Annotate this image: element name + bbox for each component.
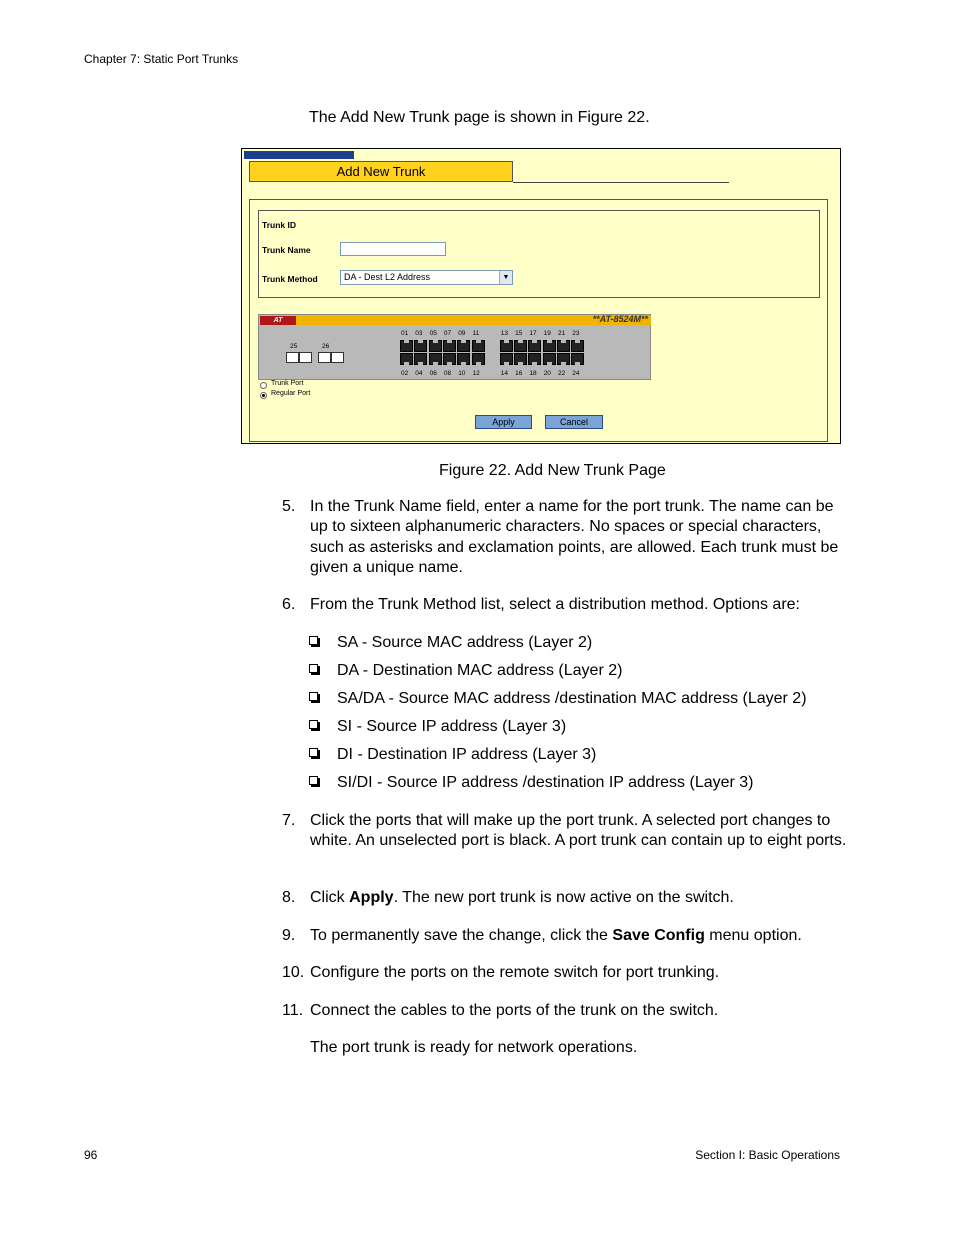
bullet-text: SA/DA - Source MAC address /destination MAC address (Layer 2) (337, 690, 807, 707)
vendor-logo: AT (260, 316, 296, 325)
port-24[interactable] (571, 353, 584, 365)
apply-keyword: Apply (349, 889, 394, 906)
trunk-form (258, 210, 820, 298)
step-number: 7. (282, 812, 296, 829)
port-label-top: 09 (458, 330, 466, 337)
port-15[interactable] (514, 340, 527, 352)
step-number: 6. (282, 596, 296, 613)
checkbox-bullet-icon (309, 776, 318, 785)
port-14[interactable] (500, 353, 513, 365)
uplink-port-label: 25 (290, 343, 298, 350)
bullet-text: DI - Destination IP address (Layer 3) (337, 746, 597, 763)
step-text: From the Trunk Method list, select a distribution method. Options are: (310, 596, 800, 613)
closing-text: The port trunk is ready for network operations. (310, 1039, 638, 1056)
switch-faceplate (258, 314, 651, 380)
trunk-port-radio[interactable] (260, 382, 267, 389)
port-label-bottom: 18 (529, 370, 537, 377)
port-label-bottom: 16 (515, 370, 523, 377)
trunk-id-label: Trunk ID (262, 220, 297, 230)
port-17[interactable] (528, 340, 541, 352)
regular-port-radio[interactable] (260, 392, 267, 399)
port-21[interactable] (557, 340, 570, 352)
step-text (310, 926, 850, 946)
checkbox-bullet-icon (309, 636, 318, 645)
step-text (310, 888, 850, 908)
port-07[interactable] (443, 340, 456, 352)
bullet-text: DA - Destination MAC address (Layer 2) (337, 662, 623, 679)
port-10[interactable] (457, 353, 470, 365)
port-label-top: 15 (515, 330, 523, 337)
step-text: Connect the cables to the ports of the trunk on the switch. (310, 1002, 719, 1019)
step-number: 9. (282, 927, 296, 944)
port-09[interactable] (457, 340, 470, 352)
bullet-text: SI - Source IP address (Layer 3) (337, 718, 567, 735)
trunk-port-label: Trunk Port (271, 380, 304, 387)
trunk-method-label: Trunk Method (262, 274, 318, 284)
port-20[interactable] (543, 353, 556, 365)
port-label-top: 23 (572, 330, 580, 337)
bullet-text: SI/DI - Source IP address /destination IP address (Layer 3) (337, 774, 754, 791)
port-label-top: 21 (558, 330, 566, 337)
trunk-method-value: DA - Dest L2 Address (344, 272, 431, 282)
step-number: 10. (282, 964, 305, 981)
port-02[interactable] (400, 353, 413, 365)
save-config-keyword: Save Config (612, 927, 705, 944)
uplink-port-25[interactable] (286, 352, 299, 363)
form-panel (249, 199, 828, 442)
switch-model: **AT-8524M** (592, 314, 648, 324)
port-label-bottom: 06 (429, 370, 437, 377)
uplink-port-26[interactable] (318, 352, 331, 363)
step-text-pre: Click (310, 889, 350, 906)
port-label-bottom: 12 (472, 370, 480, 377)
port-08[interactable] (443, 353, 456, 365)
cancel-button[interactable]: Cancel (545, 415, 603, 429)
step-text: Click the ports that will make up the port trunk. A selected port changes to white. An unselected port is black. A port trunk can contain up to eight ports. (310, 812, 847, 850)
port-label-bottom: 20 (543, 370, 551, 377)
port-05[interactable] (429, 340, 442, 352)
uplink-port-26-b[interactable] (331, 352, 344, 363)
port-03[interactable] (414, 340, 427, 352)
port-16[interactable] (514, 353, 527, 365)
port-04[interactable] (414, 353, 427, 365)
port-label-top: 07 (443, 330, 452, 337)
step-number: 8. (282, 889, 296, 906)
step-text-post: menu option. (704, 927, 802, 944)
trunk-name-label: Trunk Name (262, 245, 311, 255)
step-text: Configure the ports on the remote switch for port trunking. (310, 964, 720, 981)
uplink-port-25-b[interactable] (299, 352, 312, 363)
port-label-bottom: 02 (401, 370, 409, 377)
trunk-name-input[interactable] (340, 242, 446, 256)
port-06[interactable] (429, 353, 442, 365)
port-label-bottom: 24 (572, 370, 580, 377)
port-18[interactable] (528, 353, 541, 365)
port-19[interactable] (543, 340, 556, 352)
page-tab-title: Add New Trunk (249, 161, 513, 182)
port-13[interactable] (500, 340, 513, 352)
port-label-top: 17 (529, 330, 537, 337)
port-label-top: 03 (415, 330, 423, 337)
trunk-method-select[interactable] (340, 270, 513, 285)
port-label-top: 05 (429, 330, 437, 337)
step-text-pre: To permanently save the change, click the (310, 927, 613, 944)
uplink-port-label: 26 (322, 343, 330, 350)
checkbox-bullet-icon (309, 748, 318, 757)
tab-divider (513, 182, 729, 183)
add-new-trunk-figure (241, 148, 841, 444)
port-01[interactable] (400, 340, 413, 352)
step-number: 11. (282, 1002, 304, 1019)
checkbox-bullet-icon (309, 664, 318, 673)
intro-text: The Add New Trunk page is shown in Figure 22. (309, 109, 650, 126)
port-label-bottom: 10 (458, 370, 466, 377)
port-23[interactable] (571, 340, 584, 352)
checkbox-bullet-icon (309, 692, 318, 701)
step-text-post: . The new port trunk is now active on the switch. (393, 889, 734, 906)
port-11[interactable] (472, 340, 485, 352)
bullet-text: SA - Source MAC address (Layer 2) (337, 634, 593, 651)
step-number: 5. (282, 498, 296, 515)
port-label-bottom: 22 (558, 370, 566, 377)
port-label-top: 01 (401, 330, 409, 337)
chapter-header: Chapter 7: Static Port Trunks (84, 52, 239, 66)
port-label-top: 11 (472, 330, 480, 337)
port-label-bottom: 08 (443, 370, 452, 377)
section-footer: Section I: Basic Operations (695, 1148, 840, 1162)
step-text: In the Trunk Name field, enter a name for the port trunk. The name can be up to sixteen alphanumeric characters. No spaces or special characters, such as asterisks and exclamation points, are allowed. Each trunk must be given a unique name. (310, 498, 839, 576)
port-label-bottom: 14 (500, 370, 509, 377)
port-label-top: 19 (543, 330, 551, 337)
port-12[interactable] (472, 353, 485, 365)
port-label-bottom: 04 (415, 370, 423, 377)
figure-caption: Figure 22. Add New Trunk Page (439, 462, 666, 479)
port-22[interactable] (557, 353, 570, 365)
chevron-down-icon[interactable]: ▼ (499, 271, 512, 284)
port-label-top: 13 (500, 330, 509, 337)
checkbox-bullet-icon (309, 720, 318, 729)
apply-button[interactable]: Apply (475, 415, 532, 429)
menu-bar-fragment (244, 151, 354, 159)
page-number: 96 (84, 1148, 98, 1162)
regular-port-label: Regular Port (271, 390, 311, 397)
